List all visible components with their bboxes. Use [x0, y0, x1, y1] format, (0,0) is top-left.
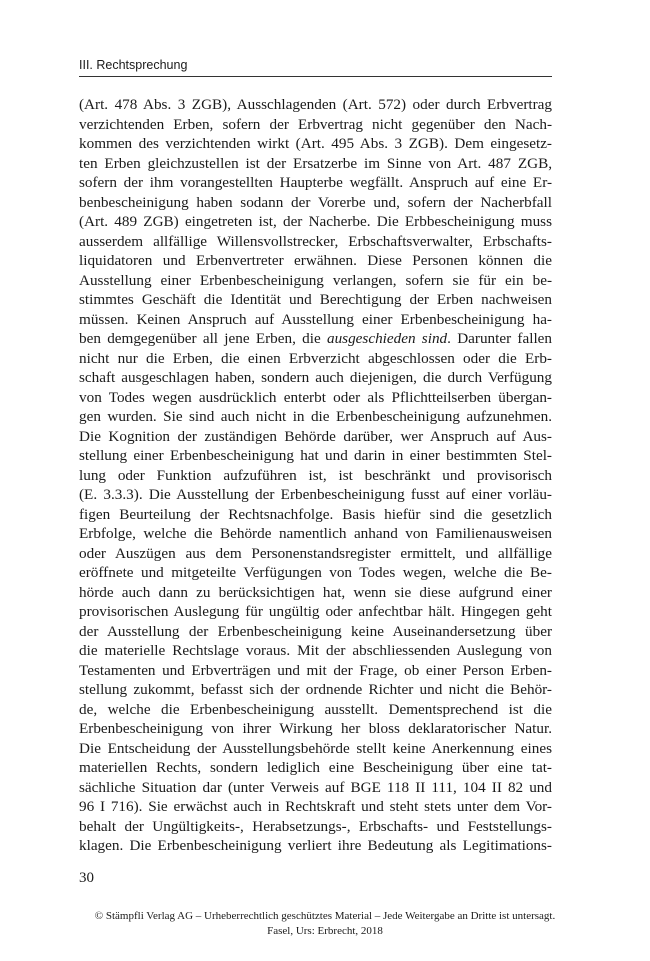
text-line: liquidatoren und Erbenvertreter erwähnen. Diese Personen können die: [79, 252, 552, 269]
text-line: Erbenbescheinigung von ihrer Wirkung her bloss deklaratorischer Natur.: [79, 720, 552, 737]
citation-line: Fasel, Urs: Erbrecht, 2018: [267, 925, 383, 937]
body-text: [79, 95, 552, 856]
text-line: stellung einer Erbenbescheinigung hat und darin in einer bestimmten Stel-: [79, 447, 552, 464]
text-line: Die Entscheidung der Ausstellungsbehörde stellt keine Anerkennung eines: [79, 739, 552, 757]
text-line: figen Beurteilung der Rechtsnachfolge. Basis hiefür sind die gesetzlich: [79, 505, 552, 523]
text-line: provisorischen Auslegung für ungültig oder anfechtbar hält. Hingegen geht: [79, 603, 552, 620]
text-line: gen wurden. Sie sind auch nicht in die Erbenbescheinigung aufzunehmen.: [79, 408, 552, 425]
text-line: müssen. Keinen Anspruch auf Ausstellung einer Erbenbescheinigung ha-: [79, 310, 552, 328]
text-line: de, welche die Erbenbescheinigung ausstellt. Dementsprechend ist die: [79, 700, 552, 718]
copyright-footer: [0, 909, 650, 939]
text-line: von Todes wegen ausdrücklich enterbt oder als Pflichtteilserben übergan-: [79, 388, 552, 406]
text-line: behalt der Ungültigkeits-, Herabsetzungs-, Erbschafts- und Feststellungs-: [79, 817, 552, 835]
text-line: ten Erben gleichzustellen ist der Ersatzerbe im Sinne von Art. 487 ZGB,: [79, 154, 552, 172]
text-line: hörde auch dann zu berücksichtigen hat, wenn sie diese aufgrund einer: [79, 583, 552, 601]
copyright-notice: © Stämpfli Verlag AG – Urheberrechtlich geschütztes Material – Jede Weitergabe an Dritte ist untersagt.: [94, 910, 556, 922]
text-line: sofern der ihm vorangestellten Haupterbe wegfällt. Anspruch auf eine Er-: [79, 174, 552, 191]
text-line: (Art. 489 ZGB) eingetreten ist, der Nacherbe. Die Erbbescheinigung muss: [79, 213, 552, 230]
text-line: (Art. 478 Abs. 3 ZGB), Ausschlagenden (Art. 572) oder durch Erbvertrag: [79, 96, 552, 113]
text-line: oder Auszügen aus dem Personenstandsregister ermittelt, und allfällige: [79, 544, 552, 562]
text-line: stimmtes Geschäft die Identität und Berechtigung der Erben nachweisen: [79, 291, 552, 308]
page-number: 30: [79, 870, 94, 886]
text-line: kommen des verzichtenden wirkt (Art. 495 Abs. 3 ZGB). Dem eingesetz-: [79, 135, 552, 152]
text-line: Erbfolge, welche die Behörde namentlich anhand von Familienausweisen: [79, 525, 552, 542]
text-line-with-emphasis: [79, 329, 552, 349]
text-line: klagen. Die Erbenbescheinigung verliert ihre Bedeutung als Legitimations-: [79, 837, 552, 854]
text-line: eröffnete und mitgeteilte Verfügungen von Todes wegen, welche die Be-: [79, 564, 552, 581]
text-line: (E. 3.3.3). Die Ausstellung der Erbenbescheinigung fusst auf einer vorläu-: [79, 486, 552, 503]
text-line: 96 I 716). Sie erwächst auch in Rechtskraft und steht stets unter dem Vor-: [79, 798, 552, 815]
text-line: der Ausstellung der Erbenbescheinigung keine Auseinandersetzung über: [79, 622, 552, 640]
text-line: lung oder Funktion aufzuführen ist, ist beschränkt und provisorisch: [79, 466, 552, 484]
text-line: Testamenten und Erbverträgen und mit der Frage, ob einer Person Erben-: [79, 661, 552, 679]
text-line: stellung zukommt, befasst sich der ordnende Richter und nicht die Behör-: [79, 681, 552, 698]
text-line: benbescheinigung haben sodann der Vorerbe und, sofern der Nacherbfall: [79, 193, 552, 211]
text-line: sächliche Situation dar (unter Verweis auf BGE 118 II 111, 104 II 82 und: [79, 778, 552, 796]
text-line: nicht nur die Erben, die einen Erbverzicht abgeschlossen oder die Erb-: [79, 349, 552, 367]
text-segment: . Darunter fallen: [447, 330, 553, 347]
emphasis-text: ausgeschieden sind: [326, 330, 448, 347]
running-header: III. Rechtsprechung: [79, 58, 552, 77]
text-line: materiellen Rechts, sondern lediglich eine Bescheinigung über eine tat-: [79, 759, 552, 776]
text-segment: ben demgegenüber all jene Erben, die: [79, 330, 327, 347]
text-line: ausserdem allfällige Willensvollstrecker, Erbschaftsverwalter, Erbschafts-: [79, 232, 552, 250]
text-line: Ausstellung einer Erbenbescheinigung verlangen, sofern sie für ein be-: [79, 271, 552, 289]
text-line: Die Kognition der zuständigen Behörde darüber, wer Anspruch auf Aus-: [79, 427, 552, 445]
text-line: schaft ausgeschlagen haben, sondern auch diejenigen, die durch Verfügung: [79, 369, 552, 386]
text-line: verzichtenden Erben, sofern der Erbvertrag nicht gegenüber den Nach-: [79, 115, 552, 133]
text-line: die materielle Rechtslage voraus. Mit der abschliessenden Auslegung von: [79, 642, 552, 659]
